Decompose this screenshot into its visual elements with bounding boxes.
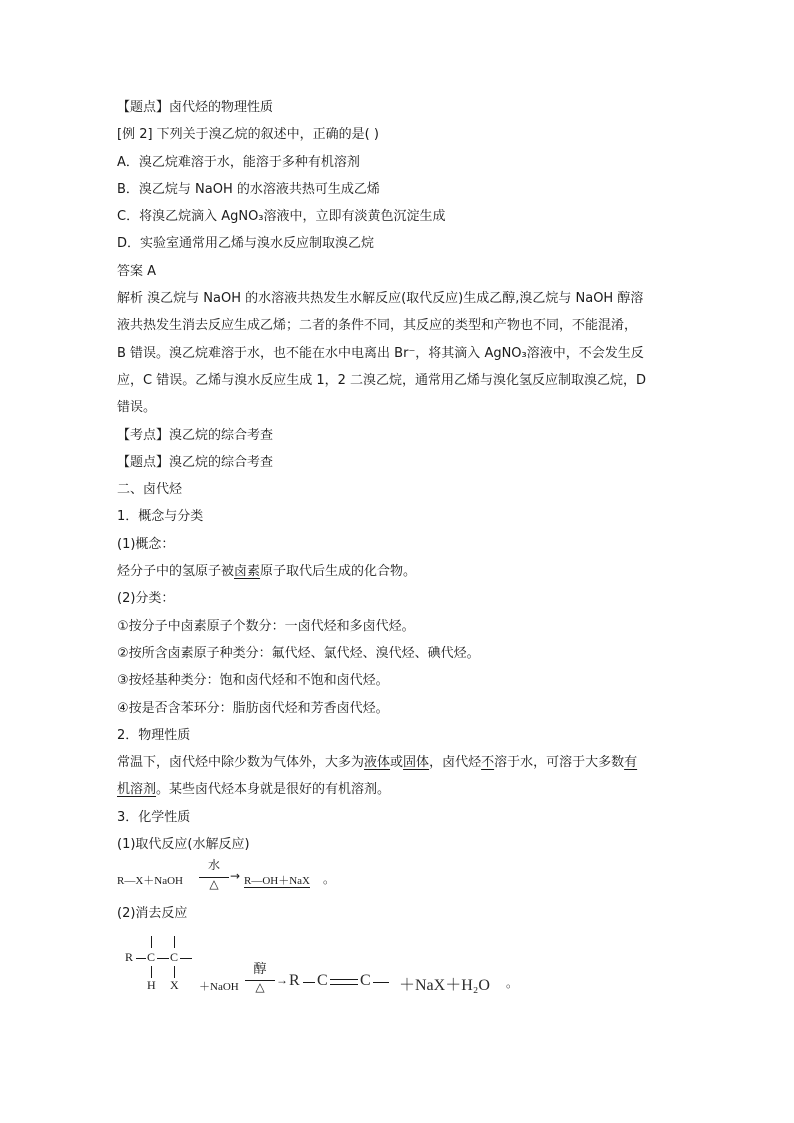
- option-c: C．将溴乙烷滴入 AgNO₃溶液中，立即有淡黄色沉淀生成: [117, 209, 446, 225]
- analysis-line-2: 液共热发生消去反应生成乙烯；二者的条件不同，其反应的类型和产物也不同，不能混淆，: [117, 318, 638, 334]
- classification-label: (2)分类：: [117, 591, 175, 607]
- eq2-bond-r-c: [136, 958, 146, 959]
- option-d: D．实验室通常用乙烯与溴水反应制取溴乙烷: [117, 236, 375, 252]
- classification-item-3: ③按烃基种类分：饱和卤代烃和不饱和卤代烃。: [117, 673, 389, 689]
- subsection-concept-classification: 1．概念与分类: [117, 509, 204, 525]
- physical-properties-line-1: 常温下，卤代烃中除少数为气体外，大多为液体或固体，卤代烃不溶于水，可溶于大多数有: [117, 755, 638, 771]
- eq1-reactants: R—X＋NaOH: [117, 875, 183, 888]
- answer: 答案 A: [117, 263, 157, 279]
- eq2-product-bond-2: [373, 982, 389, 983]
- eq2-product-double-bond-bottom: [330, 984, 358, 985]
- eq2-product-carbon-2: C: [360, 971, 371, 989]
- eq1-condition-heat: △: [209, 877, 219, 892]
- eq2-bond-c-right: [180, 958, 192, 959]
- subsection-physical-properties: 2．物理性质: [117, 727, 191, 743]
- blank-liquid: 液体: [364, 755, 391, 771]
- analysis-line-5: 错误。: [117, 400, 157, 416]
- example-question: [例 2] 下列关于溴乙烷的叙述中，正确的是( ): [117, 127, 379, 143]
- eq2-arrow: →: [276, 972, 288, 987]
- section-heading: 二、卤代烃: [117, 482, 183, 498]
- eq2-bond-c2-up: [174, 936, 175, 948]
- classification-item-1: ①按分子中卤素原子个数分：一卤代烃和多卤代烃。: [117, 618, 415, 634]
- concept-definition: 烃分子中的氢原子被卤素原子取代后生成的化合物。: [117, 564, 417, 580]
- eq2-carbon-2: C: [170, 949, 179, 964]
- hydrolysis-equation: [117, 858, 677, 894]
- elimination-reaction-label: (2)消去反应: [117, 906, 188, 922]
- eq2-product-r: R: [289, 971, 300, 989]
- eq2-bond-c2-down: [174, 966, 175, 978]
- eq1-period: 。: [323, 872, 336, 887]
- exam-point: 【考点】溴乙烷的综合考查: [117, 427, 274, 443]
- analysis-line-1: 解析 溴乙烷与 NaOH 的水溶液共热发生水解反应(取代反应)生成乙醇,溴乙烷与 NaOH 醇溶: [117, 291, 644, 307]
- substitution-reaction-label: (1)取代反应(水解反应): [117, 837, 250, 853]
- eq2-product-rest: ＋NaX＋H₂O: [399, 976, 490, 994]
- concept-label: (1)概念：: [117, 536, 175, 552]
- elimination-equation: [117, 928, 677, 998]
- eq2-bond-c1-down: [151, 966, 152, 978]
- eq2-condition-heat: △: [255, 979, 265, 994]
- blank-not: 不: [481, 755, 495, 771]
- classification-item-2: ②按所含卤素原子种类分：氟代烃、氯代烃、溴代烃、碘代烃。: [117, 645, 480, 661]
- blank-organic-solvent-end: 机溶剂: [117, 782, 157, 798]
- eq1-condition-water: 水: [207, 858, 220, 873]
- subsection-chemical-properties: 3．化学性质: [117, 809, 191, 825]
- eq1-products: R—OH＋NaX: [244, 875, 310, 888]
- eq2-bond-c1-up: [151, 936, 152, 948]
- blank-halogen: 卤素: [234, 564, 261, 580]
- eq2-hydrogen: H: [147, 977, 156, 992]
- eq2-product-carbon-1: C: [317, 971, 328, 989]
- eq2-condition-alcohol: 醇: [253, 960, 267, 976]
- eq2-product-double-bond-top: [330, 979, 358, 980]
- eq2-r-group: R: [125, 949, 134, 964]
- blank-organic-solvent-start: 有: [624, 755, 638, 771]
- physical-properties-line-2: 机溶剂。某些卤代烃本身就是很好的有机溶剂。: [117, 782, 391, 798]
- eq2-period: 。: [506, 975, 519, 990]
- eq2-bond-c-c: [157, 958, 169, 959]
- classification-item-4: ④按是否含苯环分：脂肪卤代烃和芳香卤代烃。: [117, 700, 389, 716]
- analysis-line-3: B 错误。溴乙烷难溶于水，也不能在水中电离出 Br⁻，将其滴入 AgNO₃溶液中，不会发生反: [117, 345, 644, 361]
- eq2-reagent: ＋NaOH: [199, 980, 239, 993]
- eq2-product-bond-1: [303, 982, 315, 983]
- option-a: A．溴乙烷难溶于水，能溶于多种有机溶剂: [117, 154, 360, 170]
- eq2-halogen: X: [170, 977, 179, 992]
- option-b: B．溴乙烷与 NaOH 的水溶液共热可生成乙烯: [117, 181, 380, 197]
- eq1-arrow: →: [230, 869, 241, 884]
- analysis-line-4: 应，C 错误。乙烯与溴水反应生成 1，2 二溴乙烷，通常用乙烯与溴化氢反应制取溴乙烷，D: [117, 372, 647, 388]
- topic-point-heading: 【题点】卤代烃的物理性质: [117, 100, 274, 115]
- eq2-carbon-1: C: [147, 949, 156, 964]
- topic-point: 【题点】溴乙烷的综合考查: [117, 454, 274, 470]
- blank-solid: 固体: [403, 755, 430, 771]
- content: [117, 94, 677, 998]
